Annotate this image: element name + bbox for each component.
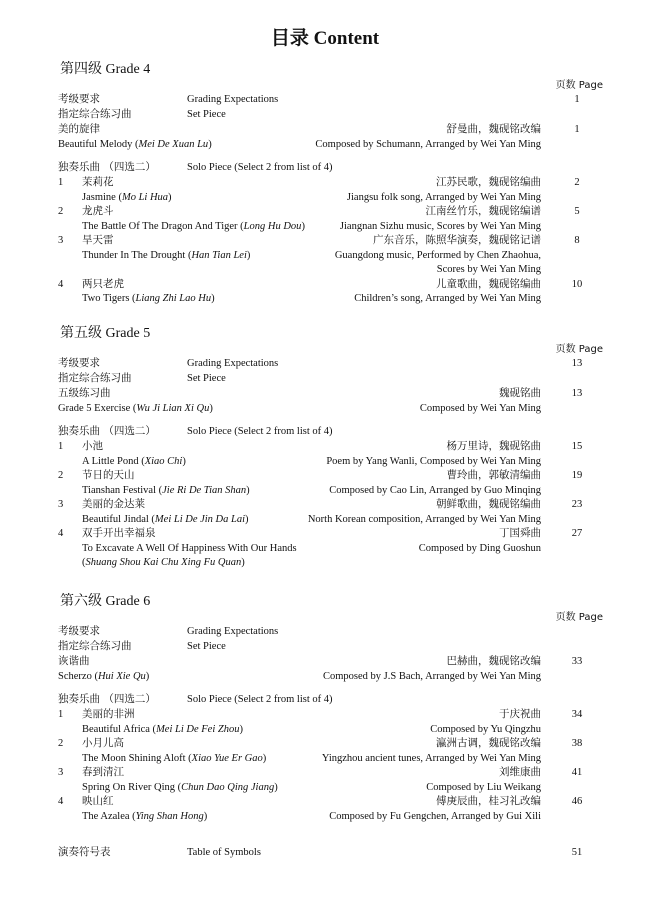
piece-title-en-close: ) [274,781,278,793]
piece-title-en-pinyin: Long Hu Dou [243,220,302,232]
piece-title-en [82,249,250,262]
piece-title-en-pinyin: Xiao Chi [144,455,183,467]
piece-number: 4 [58,796,64,807]
piece-title-en-close: ) [246,484,250,496]
set-credit-en: Composed by Schumann, Arranged by Wei Yan Ming [315,139,541,150]
grade-heading [60,592,150,611]
piece-title-en [82,723,243,736]
expectations-cn: 考级要求 [58,93,100,105]
piece-title-en [82,513,249,526]
piece-title-en [82,752,266,765]
set-title-en-close: ) [209,403,213,414]
set-credit-cn: 魏砚铭曲 [499,387,541,399]
piece-number: 3 [58,235,64,246]
set-title-en-text: Beautiful Melody ( [58,139,139,150]
piece-title-en-close: ) [301,220,305,232]
expectations-en: Grading Expectations [187,94,279,105]
set-piece-en: Set Piece [187,109,226,120]
piece-title-en-close: ) [168,191,172,203]
piece-title-en [82,220,305,233]
set-title-en-close: ) [145,671,150,682]
set-piece-cn: 指定综合练习曲 [58,640,132,652]
piece-title-en-pinyin: Han Tian Lei [191,249,247,261]
piece-credit-cn: 曹玲曲，郭敏清编曲 [446,469,541,481]
piece-title-cn: 美丽的非洲 [82,708,135,720]
set-title-en-text: Grade 5 Exercise ( [58,403,137,414]
piece-title-en-text: The Battle Of The Dragon And Tiger ( [82,220,244,232]
grade-heading-en: Grade 6 [105,594,151,609]
piece-credit-cn: 儿童歌曲，魏砚铭编曲 [436,277,541,290]
piece-credit-en: Composed by Liu Weikang [426,781,541,793]
grade-heading-cn: 第五级 [60,325,102,341]
piece-page: 23 [571,499,583,510]
piece-title-en-text: A Little Pond ( [82,455,145,467]
symbols-page: 51 [571,847,583,858]
piece-title-en-text: The Azalea ( [82,810,136,822]
expectations-cn: 考级要求 [58,357,100,369]
grade-heading-cn: 第四级 [60,61,102,77]
page-column-header: 页数 Page [555,612,603,623]
piece-number: 1 [58,709,64,720]
piece-number: 4 [58,528,64,539]
piece-credit-cn: 丁国舜曲 [499,527,541,539]
set-credit-en: Composed by Wei Yan Ming [419,403,541,414]
piece-page: 15 [571,441,583,452]
piece-title-en-text: Tianshan Festival ( [82,484,163,496]
piece-title-en-pinyin: Mei Li De Jin Da Lai [154,513,246,525]
piece-page: 19 [571,470,583,481]
piece-credit-en: Composed by Fu Gengchen, Arranged by Gui Xili [329,810,541,822]
solo-en: Solo Piece (Select 2 from list of 4) [187,694,333,705]
set-title-en [58,670,149,683]
set-title-en-close: ) [208,139,212,150]
piece-number: 1 [58,441,64,452]
set-piece-cn: 指定综合练习曲 [58,372,132,384]
piece-credit-en: Jiangnan Sizhu music, Scores by Wei Yan Ming [339,220,541,232]
piece-title-cn: 美丽的金达莱 [82,498,145,510]
solo-cn: 独奏乐曲 （四选二） [58,425,156,437]
set-piece-en: Set Piece [187,373,226,384]
piece-title-cn: 映山红 [82,795,114,807]
piece-credit-cn: 江南丝竹乐，魏砚铭编谱 [425,205,541,217]
set-credit-cn: 舒曼曲，魏砚铭改编 [446,123,541,135]
grade-heading-en: Grade 5 [105,326,151,341]
solo-en: Solo Piece (Select 2 from list of 4) [187,162,333,173]
set-credit-cn: 巴赫曲，魏砚铭改编 [446,655,541,667]
symbols-cn: 演奏符号表 [58,846,111,858]
piece-credit-en: Jiangsu folk song, Arranged by Wei Yan Ming [346,191,541,203]
set-piece-en: Set Piece [187,641,226,652]
piece-title-cn: 龙虎斗 [82,205,114,217]
piece-credit-cn: 瀛洲古调，魏砚铭改编 [436,737,541,749]
expectations-cn: 考级要求 [58,625,100,637]
grade-heading-en: Grade 4 [105,62,151,77]
piece-title-cn: 小池 [82,440,103,452]
piece-page: 46 [571,796,583,807]
piece-title-en-pinyin: Mo Li Hua [121,191,169,203]
piece-number: 2 [58,470,64,481]
piece-credit-cn: 江苏民歌，魏砚铭编曲 [436,176,541,188]
piece-credit-cn: 朝鲜歌曲，魏砚铭编曲 [436,498,541,510]
piece-title-en-pinyin: Mei Li De Fei Zhou [156,723,240,735]
solo-en: Solo Piece (Select 2 from list of 4) [187,426,333,437]
piece-page: 34 [571,709,583,720]
piece-title-cn: 茉莉花 [82,176,114,188]
piece-number: 4 [58,278,64,290]
page-column-header: 页数 Page [555,80,603,91]
piece-title-en-close: ) [239,723,243,735]
grade-heading-cn: 第六级 [60,593,102,609]
piece-credit-en: Composed by Yu Qingzhu [430,723,541,735]
piece-number: 1 [58,177,64,188]
piece-title-en-line2-close: ) [241,557,245,568]
piece-page: 10 [571,278,583,290]
set-title-en-text: Scherzo ( [58,671,98,682]
piece-page: 27 [571,528,583,539]
set-title-en [58,402,213,415]
piece-title-en-close: ) [245,513,249,525]
expectations-page: 1 [574,94,580,105]
grade-heading [60,60,150,79]
piece-title-en [82,292,215,305]
piece-credit-cn: 杨万里诗，魏砚铭曲 [446,440,541,452]
expectations-en: Grading Expectations [187,358,279,369]
piece-credit-cn: 广东音乐，陈照华演奏，魏砚铭记谱 [373,234,541,246]
piece-title-en-close: ) [182,455,186,467]
piece-title-en [82,781,278,794]
piece-title-cn: 春到清江 [82,766,124,778]
piece-credit-en: Composed by Ding Guoshun [418,542,541,554]
solo-cn: 独奏乐曲 （四选二） [58,161,156,173]
piece-title-en-text: Jasmine ( [82,191,122,203]
piece-title-en-pinyin: Xiao Yue Er Gao [191,752,263,764]
piece-title-en-text: Beautiful Jindal ( [82,513,155,525]
piece-credit-cn: 傅庚辰曲，桂习礼改编 [436,795,541,807]
piece-credit-en: Yingzhou ancient tunes, Arranged by Wei Yan Ming [321,752,541,764]
piece-title-en-close: ) [211,293,215,304]
set-title-en-pinyin: Hui Xie Qu [97,671,146,682]
piece-title-en-close: ) [246,249,251,261]
piece-title-en-text: Two Tigers ( [82,293,136,304]
piece-title-cn: 小月儿高 [82,737,124,749]
piece-credit-cn: 刘维康曲 [499,766,541,778]
piece-credit-en: North Korean composition, Arranged by Wei Yan Ming [307,513,541,525]
piece-title-en-text: Thunder In The Drought ( [82,249,192,261]
set-title-cn: 美的旋律 [58,123,100,135]
set-page: 13 [571,388,583,399]
piece-title-en-text: Beautiful Africa ( [82,723,157,735]
piece-credit-en: Poem by Yang Wanli, Composed by Wei Yan Ming [326,455,541,467]
piece-title-en-close: ) [203,810,208,822]
set-title-cn: 五级练习曲 [58,387,111,399]
set-title-cn: 诙谐曲 [58,655,90,667]
piece-page: 5 [574,206,580,217]
set-title-en-pinyin: Wu Ji Lian Xi Qu [136,403,210,414]
grade-heading [60,324,150,343]
piece-title-cn: 两只老虎 [82,277,124,290]
piece-title-en [82,484,250,497]
piece-title-en [82,191,172,204]
piece-title-en-line2 [82,556,245,569]
set-page: 33 [571,656,583,667]
piece-title-en: To Excavate A Well Of Happiness With Our Hands [82,542,297,554]
piece-page: 8 [574,235,580,246]
piece-title-en-close: ) [262,752,267,764]
piece-title-en [82,810,207,823]
page-column-header: 页数 Page [555,344,603,355]
set-title-en-pinyin: Mei De Xuan Lu [138,139,209,150]
piece-title-en-line2-text: ( [82,557,86,568]
piece-title-cn: 节日的天山 [82,469,135,481]
page-title: 目录 Content [270,27,380,49]
set-page: 1 [574,124,580,135]
piece-page: 41 [571,767,583,778]
solo-cn: 独奏乐曲 （四选二） [58,693,156,705]
piece-page: 38 [571,738,583,749]
expectations-en: Grading Expectations [187,626,279,637]
set-title-en [58,138,212,151]
set-piece-cn: 指定综合练习曲 [58,108,132,120]
piece-title-en-pinyin: Jie Ri De Tian Shan [162,484,247,496]
piece-title-cn: 旱天雷 [82,234,114,246]
piece-title-en-pinyin: Ying Shan Hong [135,810,204,822]
piece-page: 2 [574,177,580,188]
set-credit-en: Composed by J.S Bach, Arranged by Wei Yan Ming [323,671,541,682]
piece-credit-en: Composed by Cao Lin, Arranged by Guo Minqing [329,484,541,496]
piece-title-en [82,455,186,468]
expectations-page: 13 [571,358,583,369]
piece-title-en-pinyin: Liang Zhi Lao Hu [135,293,212,304]
piece-credit-en: Guangdong music, Performed by Chen Zhaohua, [334,249,541,261]
piece-number: 2 [58,206,64,217]
piece-title-en-pinyin: Chun Dao Qing Jiang [181,781,275,793]
piece-credit-en-line2: Scores by Wei Yan Ming [436,264,541,275]
piece-title-cn: 双手开出幸福泉 [82,527,156,539]
piece-number: 3 [58,767,64,778]
piece-title-en-line2-pinyin: Shuang Shou Kai Chu Xing Fu Quan [85,557,242,568]
piece-title-en-text: The Moon Shining Aloft ( [82,752,192,764]
piece-title-en-text: Spring On River Qing ( [82,781,182,793]
piece-number: 3 [58,499,64,510]
symbols-en: Table of Symbols [187,847,261,858]
piece-credit-cn: 于庆祝曲 [499,708,541,720]
piece-credit-en: Children’s song, Arranged by Wei Yan Ming [354,293,541,304]
piece-number: 2 [58,738,64,749]
